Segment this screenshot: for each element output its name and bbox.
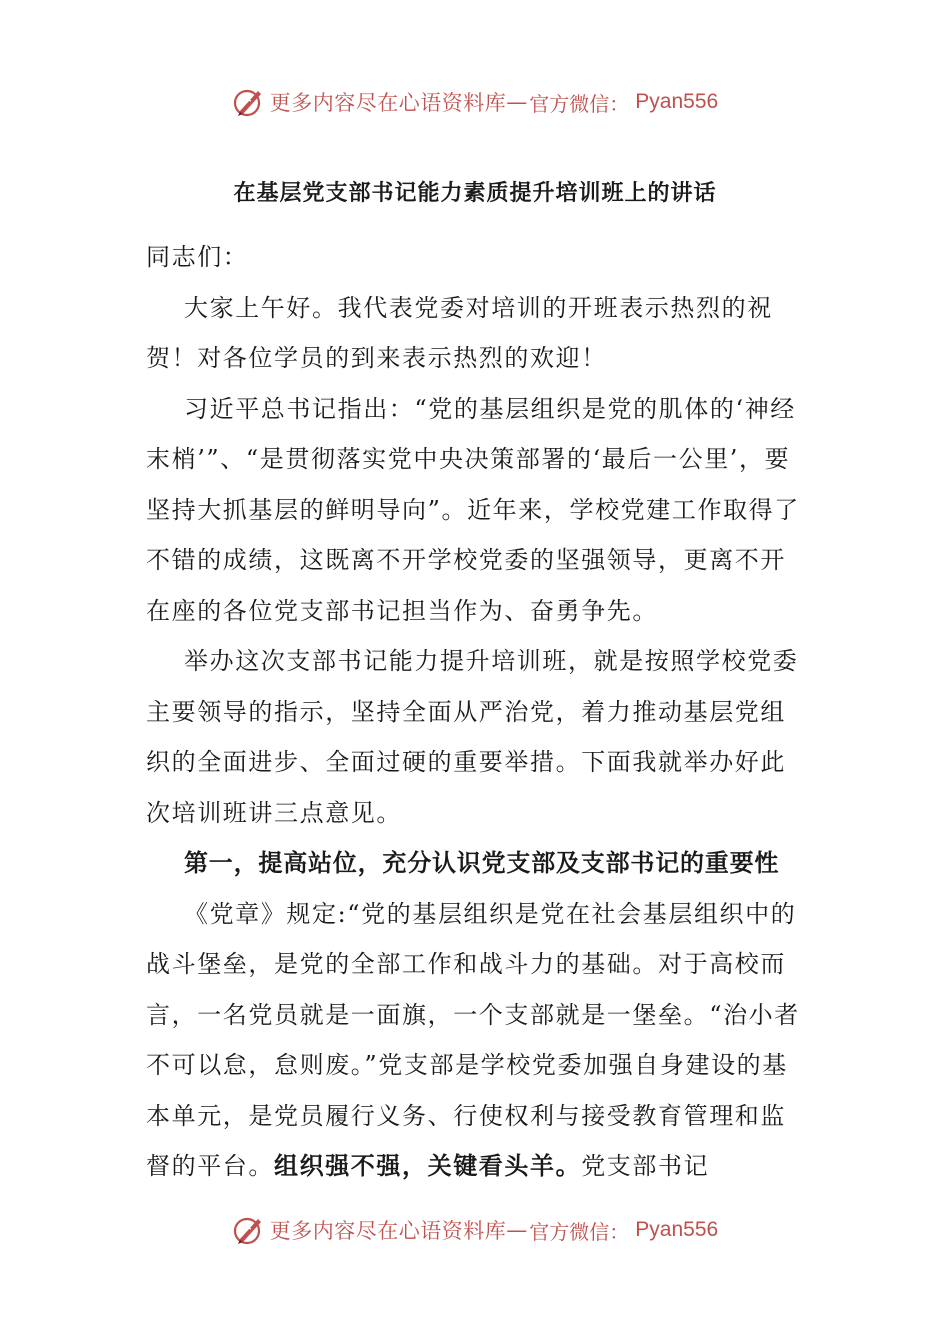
footer-watermark-banner [0, 1210, 950, 1250]
paragraph-2: 习近平总书记指出：“党的基层组织是党的肌体的‘神经末梢’”、“是贯彻落实党中央决策部署的‘最后一公里’，要坚持大抓基层的鲜明导向”。近年来，学校党建工作取得了不错的成绩，这既离不开学校党委的坚强领导，更离不开在座的各位党支部书记担当作为、奋勇争先。 [146, 394, 800, 625]
paragraph-4-text-b: 党支部书记 [581, 1152, 710, 1180]
pen-logo-icon [232, 1213, 266, 1247]
banner-separator: — [506, 90, 528, 114]
banner-wechat-label: 官方微信： [529, 91, 630, 116]
document-body [146, 232, 810, 1192]
header-watermark-banner [0, 82, 950, 122]
banner-wechat-id: Pyan556 [635, 90, 719, 113]
paragraph-3: 举办这次支部书记能力提升培训班，就是按照学校党委主要领导的指示，坚持全面从严治党，着力推动基层党组织的全面进步、全面过硬的重要举措。下面我就举办好此次培训班讲三点意见。 [146, 647, 799, 827]
banner-separator: — [506, 1218, 528, 1242]
paragraph-4 [146, 889, 810, 1192]
paragraph-1: 大家上午好。我代表党委对培训的开班表示热烈的祝贺！对各位学员的到来表示热烈的欢迎！ [146, 293, 773, 372]
paragraph-4-bold: 组织强不强，关键看头羊。 [274, 1152, 582, 1180]
banner-wechat-label: 官方微信： [529, 1219, 630, 1244]
paragraph-4-text-a: 《党章》规定:“党的基层组织是党在社会基层组织中的战斗堡垒，是党的全部工作和战斗力的基础。对于高校而言，一名党员就是一面旗，一个支部就是一堡垒。“治小者不可以怠，怠则废。”党支部是学校党委加强自身建设的基本单元，是党员履行义务、行使权利与接受教育管理和监督的平台。 [146, 899, 800, 1180]
banner-wechat-id: Pyan556 [635, 1218, 719, 1241]
document-title: 在基层党支部书记能力素质提升培训班上的讲话 [233, 181, 717, 206]
section-heading-1: 第一，提高站位，充分认识党支部及支部书记的重要性 [184, 849, 780, 877]
banner-text: 更多内容尽在心语资料库 [269, 91, 507, 115]
pen-logo-icon [232, 85, 266, 119]
banner-text: 更多内容尽在心语资料库 [269, 1219, 507, 1243]
greeting: 同志们： [146, 243, 249, 271]
